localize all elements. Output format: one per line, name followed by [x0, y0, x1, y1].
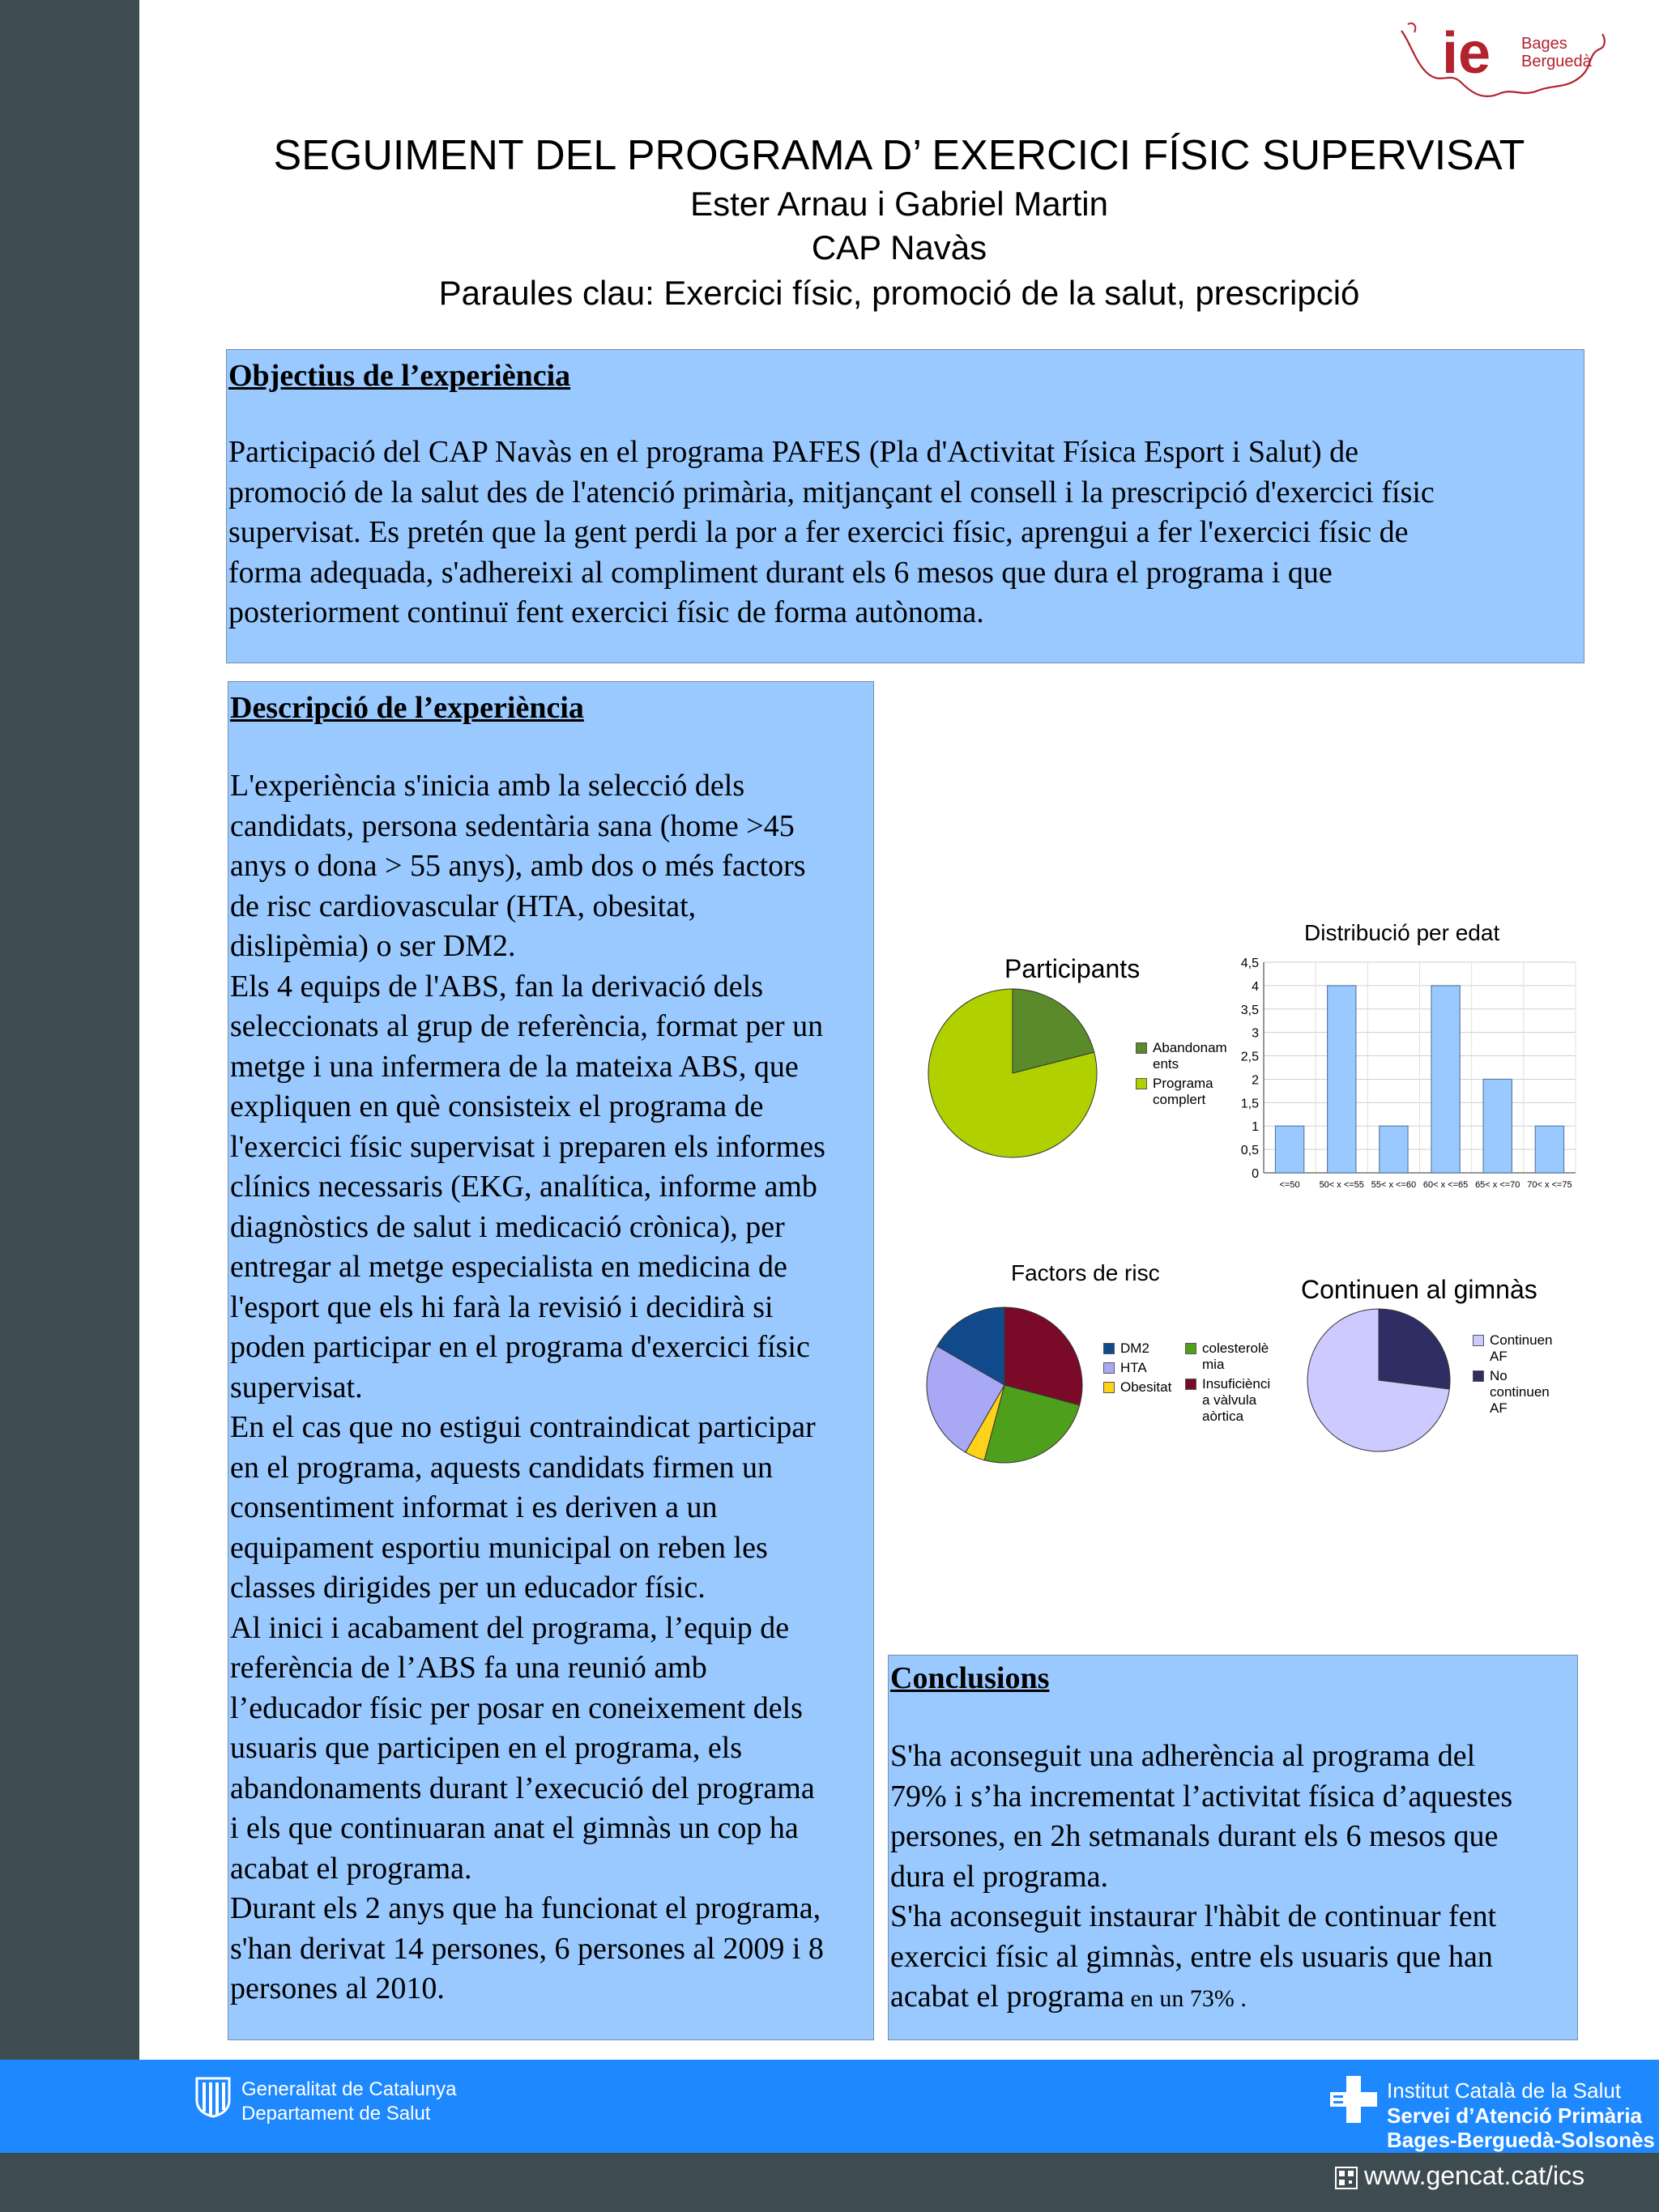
risk-factors-legend-label: DM2 — [1120, 1340, 1149, 1356]
age-chart-title: Distribució per edat — [1304, 920, 1500, 945]
description-line: usuaris que participen en el programa, els — [230, 1731, 743, 1765]
description-line: l'esport que els hi farà la revisió i decidirà si — [230, 1289, 774, 1324]
description-line: candidats, persona sedentària sana (home >45 — [230, 808, 795, 843]
conclusions-line: S'ha aconseguit una adherència al programa del — [890, 1739, 1476, 1773]
participants-legend-label: Abandonam — [1153, 1040, 1227, 1055]
age-y-tick-label: 2 — [1252, 1073, 1259, 1088]
gym-legend — [1473, 1332, 1562, 1420]
poster-authors: Ester Arnau i Gabriel Martin — [690, 185, 1108, 223]
age-y-tick-label: 0,5 — [1240, 1144, 1259, 1158]
age-y-tick-label: 0 — [1252, 1167, 1259, 1181]
description-text — [230, 766, 872, 2010]
description-line: i els que continuaran anat el gimnàs un cop ha — [230, 1811, 799, 1845]
description-line: seleccionats al grup de referència, format per un — [230, 1009, 824, 1043]
age-bar — [1275, 1126, 1303, 1173]
description-line: anys o dona > 55 anys), amb dos o més factors — [230, 849, 806, 883]
description-line: dislipèmia) o ser DM2. — [230, 929, 516, 963]
participants-legend-label: complert — [1153, 1092, 1206, 1107]
description-line: l’educador físic per posar en coneixement dels — [230, 1690, 803, 1725]
description-line: classes dirigides per un educador físic. — [230, 1571, 706, 1605]
objectives-heading: Objectius de l’experiència — [228, 359, 571, 393]
risk-factors-legend-label: mia — [1202, 1357, 1225, 1372]
risk-factors-legend-label: aòrtica — [1202, 1409, 1244, 1424]
age-y-tick-label: 1,5 — [1240, 1097, 1259, 1111]
age-y-tick-label: 4,5 — [1240, 957, 1259, 970]
age-y-tick-label: 3,5 — [1240, 1003, 1259, 1017]
gym-legend-label: AF — [1490, 1349, 1508, 1364]
participants-legend-swatch — [1136, 1042, 1147, 1054]
risk-factors-legend-label: Obesitat — [1120, 1379, 1172, 1395]
description-line: supervisat. — [230, 1370, 363, 1404]
age-bar — [1380, 1126, 1408, 1173]
ics-name: Institut Català de la Salut — [1387, 2078, 1622, 2103]
risk-factors-legend-label: HTA — [1120, 1360, 1147, 1375]
risk-factors-legend-item — [1103, 1340, 1184, 1357]
description-line: L'experiència s'inicia amb la selecció dels — [230, 769, 745, 803]
risk-legend-column-2 — [1185, 1340, 1274, 1428]
description-line: Durant els 2 anys que ha funcionat el programa, — [230, 1891, 821, 1925]
risk-factors-legend-item — [1185, 1376, 1274, 1425]
age-bar — [1328, 986, 1356, 1173]
logo-bergueda: Berguedà — [1521, 53, 1592, 70]
poster-title: SEGUIMENT DEL PROGRAMA D’ EXERCICI FÍSIC SUPERVISAT — [273, 132, 1525, 179]
gym-legend-item — [1473, 1368, 1562, 1417]
objectives-text — [228, 433, 1582, 633]
poster-keywords: Paraules clau: Exercici físic, promoció de la salut, prescripció — [438, 274, 1360, 312]
gym-legend-label: AF — [1490, 1400, 1508, 1416]
age-bar — [1483, 1079, 1512, 1173]
qr-code-icon — [1335, 2167, 1358, 2189]
conclusions-line: persones, en 2h setmanals durant els 6 mesos que — [890, 1819, 1499, 1853]
logo-bages: Bages — [1521, 35, 1567, 53]
gym-legend-swatch — [1473, 1370, 1484, 1382]
gym-legend-label: Continuen — [1490, 1332, 1553, 1348]
risk-factors-legend-item — [1103, 1360, 1184, 1376]
risk-factors-legend-label: Insuficiènci — [1202, 1376, 1271, 1392]
age-x-tick-label: 55< x <=60 — [1371, 1180, 1417, 1190]
age-y-tick-label: 2,5 — [1240, 1050, 1259, 1064]
participants-chart-title: Participants — [1004, 954, 1141, 983]
age-x-tick-label: <=50 — [1279, 1180, 1300, 1190]
age-bar — [1535, 1126, 1563, 1173]
ics-region: Bages-Berguedà-Solsonès — [1387, 2128, 1655, 2152]
website-link[interactable]: www.gencat.cat/ics — [1364, 2161, 1585, 2190]
description-line: referència de l’ABS fa una reunió amb — [230, 1651, 707, 1685]
objectives-line: posteriorment continuï fent exercici físic de forma autònoma. — [228, 595, 984, 629]
ie-bages-bergueda-logo — [1393, 16, 1612, 113]
description-line: consentiment informat i es deriven a un — [230, 1490, 718, 1524]
conclusions-heading: Conclusions — [890, 1661, 1050, 1695]
description-line: diagnòstics de salut i medicació crònica), per — [230, 1209, 785, 1244]
description-line: persones al 2010. — [230, 1971, 445, 2005]
risk-factors-legend-swatch — [1185, 1343, 1196, 1354]
description-line: expliquen en què consisteix el programa de — [230, 1089, 764, 1123]
participants-legend-swatch — [1136, 1078, 1147, 1089]
gym-legend-label: No — [1490, 1368, 1508, 1383]
age-bar — [1431, 986, 1460, 1173]
objectives-line: promoció de la salut des de l'atenció primària, mitjançant el consell i la prescripció d'exercici físic — [228, 475, 1435, 509]
age-bar-chart — [1223, 948, 1588, 1191]
description-line: en el programa, aquests candidats firmen un — [230, 1450, 774, 1485]
description-line: entregar al metge especialista en medicina de — [230, 1250, 787, 1284]
objectives-line: forma adequada, s'adhereixi al compliment durant els 6 mesos que dura el programa i que — [228, 555, 1333, 590]
conclusions-line: dura el programa. — [890, 1859, 1109, 1894]
conclusions-line: S'ha aconseguit instaurar l'hàbit de continuar fent — [890, 1899, 1497, 1933]
description-line: de risc cardiovascular (HTA, obesitat, — [230, 889, 697, 923]
conclusions-line-last — [890, 1977, 1576, 2019]
description-line: Al inici i acabament del programa, l’equip de — [230, 1610, 790, 1645]
ics-cross-logo-icon — [1330, 2076, 1377, 2123]
poster-center: CAP Navàs — [811, 228, 987, 266]
description-line: acabat el programa. — [230, 1851, 472, 1886]
participants-legend-label: ents — [1153, 1056, 1179, 1072]
participants-pie-chart — [923, 984, 1102, 1162]
risk-factors-legend-label: a vàlvula — [1202, 1392, 1257, 1408]
risk-factors-legend-item — [1185, 1340, 1274, 1373]
risk-chart-title: Factors de risc — [1011, 1260, 1160, 1285]
conclusions-last-line: acabat el programa — [890, 1980, 1125, 2014]
risk-factors-legend-item — [1103, 1379, 1184, 1396]
risk-factors-pie-chart — [923, 1304, 1085, 1466]
age-y-tick-label: 1 — [1252, 1120, 1259, 1135]
conclusions-line: 79% i s’ha incrementat l’activitat física d’aquestes — [890, 1779, 1513, 1813]
risk-factors-legend-swatch — [1185, 1379, 1196, 1390]
risk-factors-legend-swatch — [1103, 1343, 1115, 1354]
description-heading: Descripció de l’experiència — [230, 691, 584, 725]
description-line: Els 4 equips de l'ABS, fan la derivació dels — [230, 969, 763, 1004]
gym-pie-chart — [1304, 1306, 1453, 1455]
gym-legend-swatch — [1473, 1335, 1484, 1346]
ics-service: Servei d’Atenció Primària — [1387, 2103, 1643, 2128]
description-line: equipament esportiu municipal on reben les — [230, 1530, 768, 1565]
objectives-line: Participació del CAP Navàs en el programa PAFES (Pla d'Activitat Física Esport i Salut) de — [228, 435, 1359, 469]
age-x-tick-label: 70< x <=75 — [1527, 1180, 1572, 1190]
ie-logo-letters: ie — [1442, 21, 1491, 86]
description-box — [228, 681, 874, 2040]
description-line: clínics necessaris (EKG, analítica, informe amb — [230, 1170, 817, 1204]
gym-slice — [1379, 1309, 1450, 1389]
description-line: En el cas que no estigui contraindicat participar — [230, 1410, 816, 1444]
generalitat-logo-icon — [194, 2076, 232, 2118]
objectives-line: supervisat. Es pretén que la gent perdi la por a fer exercici físic, aprengui a fer l'exercici físic de — [228, 515, 1409, 549]
age-x-tick-label: 65< x <=70 — [1475, 1180, 1520, 1190]
conclusions-text — [890, 1737, 1576, 2019]
age-y-tick-label: 3 — [1252, 1026, 1259, 1041]
left-sidebar — [0, 0, 139, 2212]
conclusions-line: exercici físic al gimnàs, entre els usuaris que han — [890, 1939, 1493, 1974]
age-x-tick-label: 60< x <=65 — [1422, 1180, 1469, 1190]
risk-factors-legend-label: colesterolè — [1202, 1340, 1269, 1356]
description-line: metge i una infermera de la mateixa ABS, que — [230, 1049, 799, 1084]
conclusions-last-tail: en un 73% . — [1124, 1985, 1247, 2012]
description-line: poden participar en el programa d'exercici físic — [230, 1330, 810, 1364]
age-x-tick-label: 50< x <=55 — [1319, 1180, 1364, 1190]
participants-legend-label: Programa — [1153, 1076, 1213, 1091]
description-line: s'han derivat 14 persones, 6 persones al 2009 i 8 — [230, 1931, 824, 1966]
risk-factors-legend-swatch — [1103, 1362, 1115, 1374]
conclusions-box — [888, 1655, 1578, 2040]
description-line: l'exercici físic supervisat i preparen els informes — [230, 1129, 825, 1164]
risk-legend-column-1 — [1103, 1340, 1184, 1399]
gym-legend-item — [1473, 1332, 1562, 1365]
objectives-box — [226, 349, 1584, 663]
generalitat-name: Generalitat de Catalunya — [241, 2078, 457, 2100]
age-y-tick-label: 4 — [1252, 979, 1259, 994]
description-line: abandonaments durant l’execució del programa — [230, 1771, 815, 1805]
gym-legend-label: continuen — [1490, 1384, 1550, 1400]
gym-chart-title: Continuen al gimnàs — [1301, 1275, 1537, 1304]
department-name: Departament de Salut — [241, 2103, 431, 2125]
risk-factors-legend-swatch — [1103, 1382, 1115, 1393]
